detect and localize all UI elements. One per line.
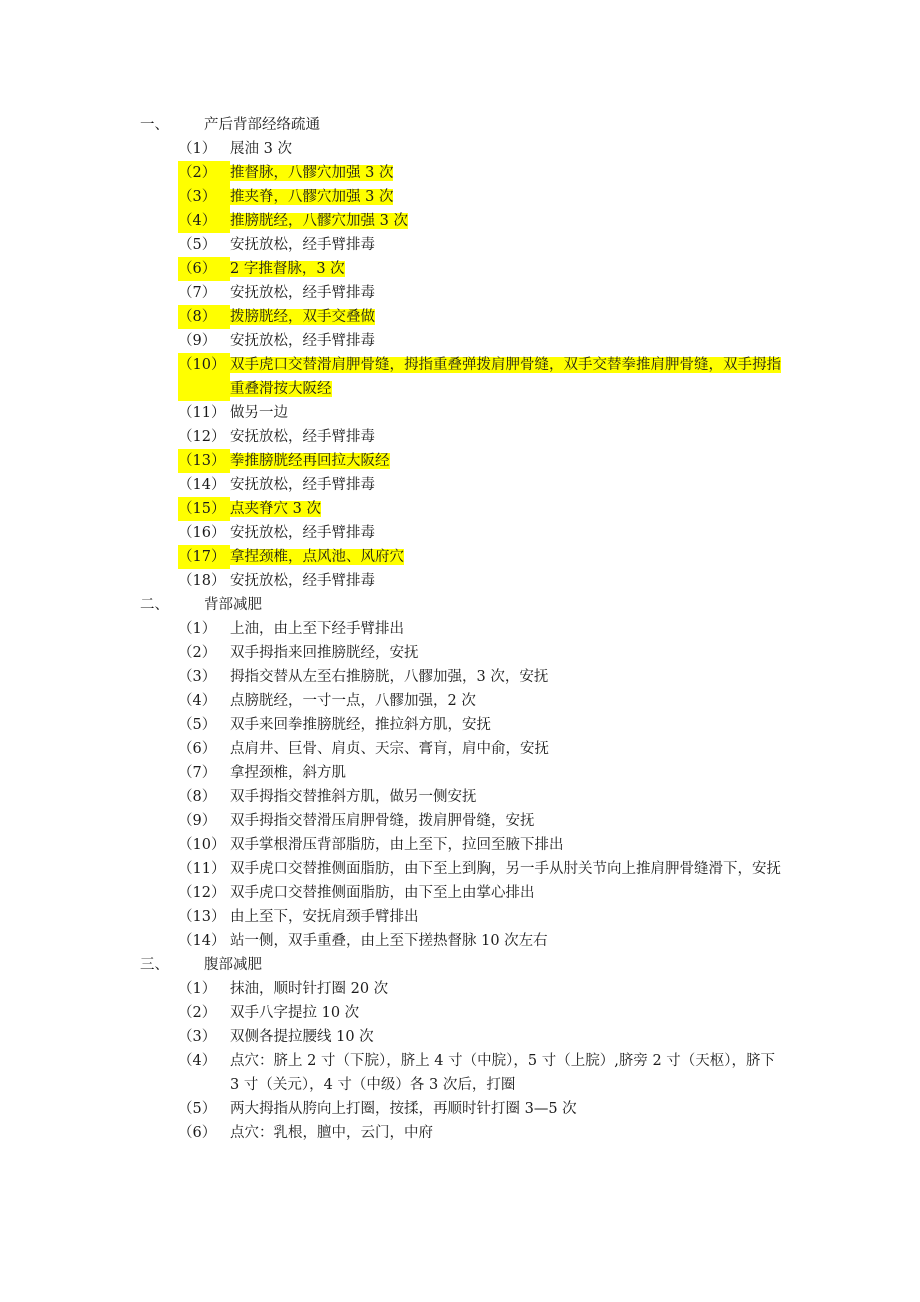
list-item xyxy=(140,665,800,689)
step-text-container xyxy=(230,1001,785,1025)
list-item xyxy=(140,689,800,713)
step-number: （10） xyxy=(178,353,230,401)
step-number: （5） xyxy=(178,237,217,253)
step-number: （7） xyxy=(178,285,217,301)
list-item xyxy=(140,545,800,569)
highlighted-step-text: 拳推膀胱经再回拉大阪经 xyxy=(230,453,390,469)
step-number: （6） xyxy=(178,1125,217,1141)
list-item xyxy=(140,521,800,545)
section-1 xyxy=(140,113,800,593)
step-text-container xyxy=(230,185,785,209)
step-text-container xyxy=(230,449,785,473)
list-item xyxy=(140,401,800,425)
step-list xyxy=(140,137,800,593)
step-number: （1） xyxy=(178,621,217,637)
step-number: （17） xyxy=(178,545,230,569)
step-text-container xyxy=(230,209,785,233)
step-text-container xyxy=(230,137,785,161)
step-text: 点肩井、巨骨、肩贞、天宗、膏肓，肩中俞，安抚 xyxy=(230,741,549,757)
list-item xyxy=(140,185,800,209)
step-text: 点穴：脐上 2 寸（下脘），脐上 4 寸（中脘），5 寸（上脘）,脐旁 2 寸（天枢），脐下 3 寸（关元），4 寸（中级）各 3 次后，打圈 xyxy=(230,1053,776,1093)
step-text-container xyxy=(230,425,785,449)
step-text-container xyxy=(230,353,785,401)
step-number: （9） xyxy=(178,333,217,349)
section-title: 产后背部经络疏通 xyxy=(204,117,320,133)
step-number: （3） xyxy=(178,669,217,685)
step-text-container xyxy=(230,1025,785,1049)
list-item xyxy=(140,473,800,497)
highlighted-step-text: 拿捏颈椎，点风池、风府穴 xyxy=(230,549,404,565)
step-number: （15） xyxy=(178,497,230,521)
step-text: 安抚放松，经手臂排毒 xyxy=(230,477,375,493)
section-3 xyxy=(140,953,800,1145)
step-text-container xyxy=(230,761,785,785)
step-text-container xyxy=(230,401,785,425)
step-text: 安抚放松，经手臂排毒 xyxy=(230,333,375,349)
step-number: （1） xyxy=(178,981,217,997)
step-number: （12） xyxy=(178,885,226,901)
step-text-container xyxy=(230,305,785,329)
document-body xyxy=(140,113,800,1145)
step-text: 拇指交替从左至右推膀胱，八髎加强，3 次，安抚 xyxy=(230,669,549,685)
list-item xyxy=(140,329,800,353)
highlighted-step-text: 推膀胱经，八髎穴加强 3 次 xyxy=(230,213,408,229)
list-item xyxy=(140,449,800,473)
list-item xyxy=(140,1097,800,1121)
step-text-container xyxy=(230,257,785,281)
list-item xyxy=(140,425,800,449)
step-text: 抹油，顺时针打圈 20 次 xyxy=(230,981,389,997)
step-number: （18） xyxy=(178,573,226,589)
step-number: （11） xyxy=(178,405,226,421)
step-text-container xyxy=(230,665,785,689)
step-text-container xyxy=(230,281,785,305)
highlighted-step-text: 推督脉，八髎穴加强 3 次 xyxy=(230,165,394,181)
step-text-container xyxy=(230,641,785,665)
list-item xyxy=(140,761,800,785)
step-text: 安抚放松，经手臂排毒 xyxy=(230,525,375,541)
highlighted-step-text: 拨膀胱经，双手交叠做 xyxy=(230,309,375,325)
step-text-container xyxy=(230,161,785,185)
step-text-container xyxy=(230,737,785,761)
step-number: （2） xyxy=(178,645,217,661)
step-text-container xyxy=(230,713,785,737)
step-text: 双手来回拳推膀胱经，推拉斜方肌，安抚 xyxy=(230,717,491,733)
step-text: 上油，由上至下经手臂排出 xyxy=(230,621,404,637)
section-number: 一、 xyxy=(140,117,169,133)
list-item xyxy=(140,281,800,305)
list-item xyxy=(140,305,800,329)
section-2 xyxy=(140,593,800,953)
step-text: 双手八字提拉 10 次 xyxy=(230,1005,360,1021)
list-item xyxy=(140,617,800,641)
step-text: 双手拇指交替推斜方肌，做另一侧安抚 xyxy=(230,789,477,805)
step-text: 点穴：乳根，膻中，云门，中府 xyxy=(230,1125,433,1141)
step-number: （3） xyxy=(178,185,230,209)
step-number: （3） xyxy=(178,1029,217,1045)
step-text: 双侧各提拉腰线 10 次 xyxy=(230,1029,374,1045)
step-text-container xyxy=(230,473,785,497)
step-text-container xyxy=(230,929,785,953)
step-text: 双手掌根滑压背部脂肪，由上至下，拉回至腋下排出 xyxy=(230,837,564,853)
step-text: 安抚放松，经手臂排毒 xyxy=(230,573,375,589)
list-item xyxy=(140,137,800,161)
step-text-container xyxy=(230,1097,785,1121)
highlighted-step-text: 推夹脊，八髎穴加强 3 次 xyxy=(230,189,394,205)
step-text-container xyxy=(230,617,785,641)
section-title: 腹部减肥 xyxy=(204,957,262,973)
step-text-container xyxy=(230,545,785,569)
list-item xyxy=(140,569,800,593)
step-text: 双手拇指交替滑压肩胛骨缝，拨肩胛骨缝，安抚 xyxy=(230,813,535,829)
step-number: （8） xyxy=(178,305,230,329)
step-text-container xyxy=(230,569,785,593)
list-item xyxy=(140,737,800,761)
step-text-container xyxy=(230,809,785,833)
step-text-container xyxy=(230,905,785,929)
step-number: （5） xyxy=(178,1101,217,1117)
step-number: （11） xyxy=(178,861,226,877)
step-number: （4） xyxy=(178,1053,217,1069)
step-number: （2） xyxy=(178,1005,217,1021)
section-title: 背部减肥 xyxy=(204,597,262,613)
step-number: （4） xyxy=(178,693,217,709)
step-text: 安抚放松，经手臂排毒 xyxy=(230,429,375,445)
highlighted-step-text: 双手虎口交替滑肩胛骨缝，拇指重叠弹拨肩胛骨缝，双手交替拳推肩胛骨缝，双手拇指重叠滑按大阪经 xyxy=(230,357,781,397)
step-text: 点膀胱经，一寸一点，八髎加强，2 次 xyxy=(230,693,476,709)
step-text: 双手虎口交替推侧面脂肪，由下至上到胸，另一手从肘关节向上推肩胛骨缝滑下，安抚 xyxy=(230,861,781,877)
step-text-container xyxy=(230,1049,785,1097)
list-item xyxy=(140,809,800,833)
list-item xyxy=(140,785,800,809)
list-item xyxy=(140,1025,800,1049)
step-text-container xyxy=(230,233,785,257)
list-item xyxy=(140,857,800,881)
list-item xyxy=(140,929,800,953)
section-heading xyxy=(140,953,800,977)
step-text: 由上至下，安抚肩颈手臂排出 xyxy=(230,909,419,925)
list-item xyxy=(140,257,800,281)
section-number: 二、 xyxy=(140,597,169,613)
list-item xyxy=(140,233,800,257)
step-number: （12） xyxy=(178,429,226,445)
step-number: （10） xyxy=(178,837,226,853)
step-text: 站一侧，双手重叠，由上至下搓热督脉 10 次左右 xyxy=(230,933,548,949)
step-number: （6） xyxy=(178,741,217,757)
step-text-container xyxy=(230,329,785,353)
section-number: 三、 xyxy=(140,957,169,973)
step-text-container xyxy=(230,881,785,905)
step-number: （13） xyxy=(178,449,230,473)
step-text: 两大拇指从胯向上打圈，按揉，再顺时针打圈 3—5 次 xyxy=(230,1101,577,1117)
step-number: （14） xyxy=(178,933,226,949)
step-text: 展油 3 次 xyxy=(230,141,292,157)
step-number: （8） xyxy=(178,789,217,805)
section-heading xyxy=(140,113,800,137)
step-text-container xyxy=(230,521,785,545)
step-number: （16） xyxy=(178,525,226,541)
list-item xyxy=(140,833,800,857)
step-text: 安抚放松，经手臂排毒 xyxy=(230,285,375,301)
step-number: （4） xyxy=(178,209,230,233)
step-text: 双手虎口交替推侧面脂肪，由下至上由掌心排出 xyxy=(230,885,535,901)
list-item xyxy=(140,353,800,401)
list-item xyxy=(140,1001,800,1025)
step-number: （13） xyxy=(178,909,226,925)
step-number: （7） xyxy=(178,765,217,781)
highlighted-step-text: 2 字推督脉，3 次 xyxy=(230,261,345,277)
list-item xyxy=(140,161,800,185)
step-text: 拿捏颈椎，斜方肌 xyxy=(230,765,346,781)
list-item xyxy=(140,713,800,737)
list-item xyxy=(140,881,800,905)
step-text-container xyxy=(230,833,785,857)
step-text-container xyxy=(230,785,785,809)
step-text: 双手拇指来回推膀胱经，安抚 xyxy=(230,645,419,661)
step-list xyxy=(140,977,800,1145)
step-text-container xyxy=(230,977,785,1001)
step-text-container xyxy=(230,1121,785,1145)
step-number: （6） xyxy=(178,257,230,281)
step-text-container xyxy=(230,857,785,881)
list-item xyxy=(140,977,800,1001)
list-item xyxy=(140,1121,800,1145)
list-item xyxy=(140,497,800,521)
step-text-container xyxy=(230,497,785,521)
step-text: 安抚放松，经手臂排毒 xyxy=(230,237,375,253)
list-item xyxy=(140,1049,800,1097)
step-number: （1） xyxy=(178,141,217,157)
section-heading xyxy=(140,593,800,617)
step-number: （14） xyxy=(178,477,226,493)
list-item xyxy=(140,209,800,233)
step-number: （5） xyxy=(178,717,217,733)
step-number: （2） xyxy=(178,161,230,185)
list-item xyxy=(140,905,800,929)
step-text-container xyxy=(230,689,785,713)
step-text: 做另一边 xyxy=(230,405,288,421)
step-number: （9） xyxy=(178,813,217,829)
highlighted-step-text: 点夹脊穴 3 次 xyxy=(230,501,321,517)
step-list xyxy=(140,617,800,953)
list-item xyxy=(140,641,800,665)
